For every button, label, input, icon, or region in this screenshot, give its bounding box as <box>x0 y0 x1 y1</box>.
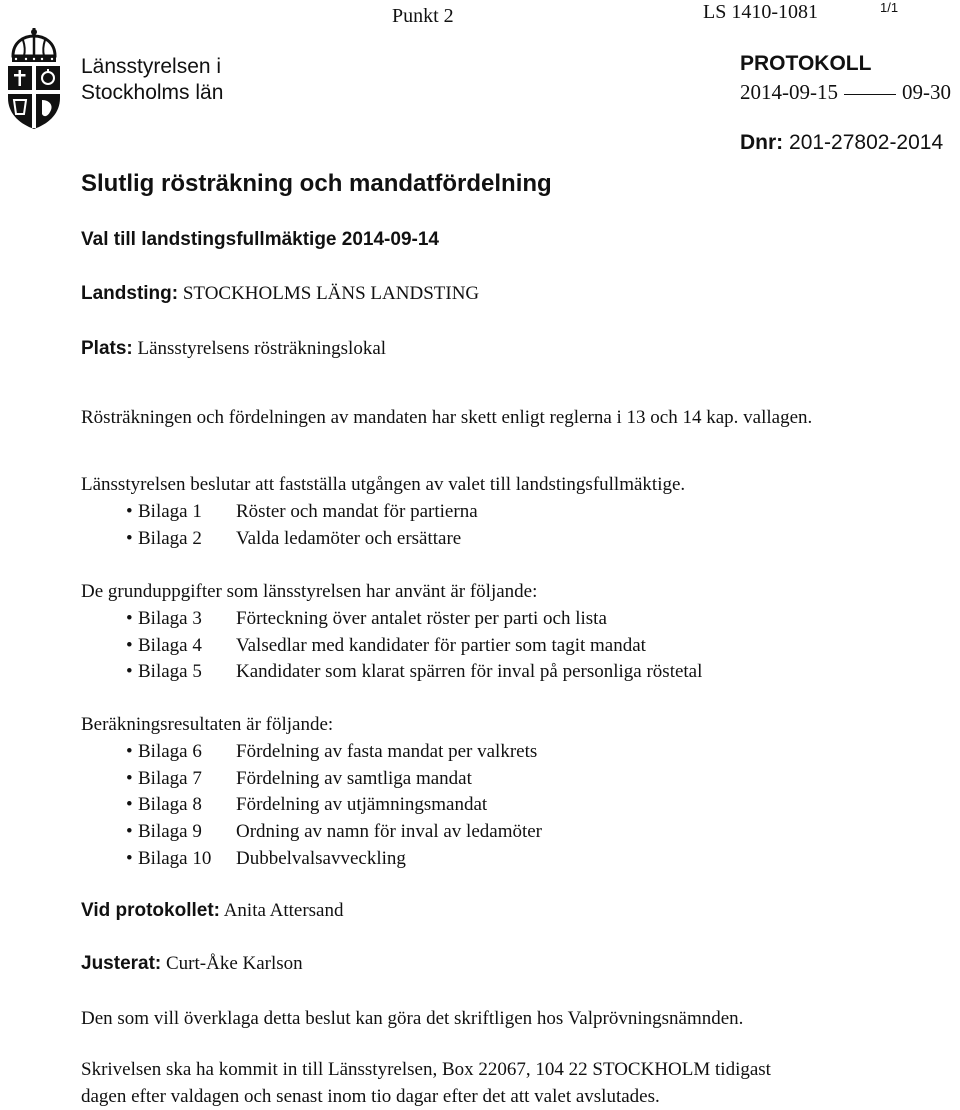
verified-by-line <box>81 953 303 975</box>
bilaga-number: Bilaga 7 <box>138 767 202 789</box>
list-item <box>126 659 702 686</box>
bilaga-number: Bilaga 3 <box>138 608 202 629</box>
recorded-by-value: Anita Attersand <box>223 900 344 921</box>
landsting-label: Landsting: <box>81 283 179 304</box>
dnr <box>740 131 943 155</box>
date-from: 2014-09-15 <box>740 80 838 104</box>
paragraph-base-data: De grunduppgifter som länsstyrelsen har använt är följande: <box>81 581 538 602</box>
bilaga-text: Fördelning av utjämningsmandat <box>236 794 488 816</box>
bilaga-number: Bilaga 8 <box>138 794 202 816</box>
paragraph-submission-line-2: dagen efter valdagen och senast inom tio dagar efter det att valet avslutades. <box>81 1086 660 1107</box>
bilaga-text: Ordning av namn för inval av ledamöter <box>236 821 543 843</box>
bilaga-number: Bilaga 4 <box>138 634 202 656</box>
paragraph-results: Beräkningsresultaten är följande: <box>81 714 334 735</box>
list-item <box>126 792 542 819</box>
reference-number: LS 1410-1081 <box>703 1 818 23</box>
list-item <box>126 766 542 793</box>
list-item <box>126 846 542 873</box>
list-item <box>126 739 542 766</box>
protocol-title: PROTOKOLL <box>740 52 872 75</box>
list-item <box>126 606 702 633</box>
verified-by-label: Justerat: <box>81 953 162 974</box>
organization-line-1: Länsstyrelsen i <box>81 55 222 78</box>
bilaga-text: Förteckning över antalet röster per parti och lista <box>236 608 607 629</box>
bilaga-number: Bilaga 5 <box>138 661 202 683</box>
page-number: 1/1 <box>880 0 899 15</box>
bilaga-text: Valda ledamöter och ersättare <box>236 527 462 549</box>
organization-line-2: Stockholms län <box>81 81 224 104</box>
bullet-icon: • <box>126 741 133 762</box>
attachment-list-results <box>126 739 542 872</box>
attachment-list-base-data <box>126 606 702 686</box>
bilaga-text: Fördelning av fasta mandat per valkrets <box>236 741 538 762</box>
dnr-label: Dnr: <box>740 131 784 154</box>
election-heading: Val till landstingsfullmäktige 2014-09-14 <box>81 229 439 250</box>
bilaga-text: Röster och mandat för partierna <box>236 501 478 522</box>
document-title: Slutlig rösträkning och mandatfördelning <box>81 170 552 197</box>
recorded-by-label: Vid protokollet: <box>81 900 220 921</box>
bullet-icon: • <box>126 794 133 816</box>
recorded-by-line <box>81 900 343 922</box>
bilaga-number: Bilaga 9 <box>138 821 202 843</box>
bullet-icon: • <box>126 608 133 629</box>
bilaga-text: Kandidater som klarat spärren för inval på personliga röstetal <box>236 661 703 683</box>
dnr-value: 201-27802-2014 <box>789 131 944 154</box>
list-item <box>126 633 702 660</box>
bullet-icon: • <box>126 661 133 683</box>
bullet-icon: • <box>126 501 133 522</box>
attachment-list-decision <box>126 499 478 552</box>
coat-of-arms-icon <box>4 28 64 130</box>
protocol-dates <box>740 80 951 105</box>
bilaga-number: Bilaga 1 <box>138 501 202 522</box>
paragraph-appeal: Den som vill överklaga detta beslut kan göra det skriftligen hos Valprövningsnämnden. <box>81 1008 744 1029</box>
plats-label: Plats: <box>81 338 133 359</box>
list-item <box>126 499 478 526</box>
landsting-value: STOCKHOLMS LÄNS LANDSTING <box>182 283 480 304</box>
bilaga-text: Dubbelvalsavveckling <box>236 847 406 869</box>
bullet-icon: • <box>126 634 133 656</box>
plats-value: Länsstyrelsens rösträkningslokal <box>137 338 387 359</box>
plats-line <box>81 338 386 360</box>
date-to: 09-30 <box>902 80 951 104</box>
landsting-line <box>81 283 479 305</box>
bilaga-text: Valsedlar med kandidater för partier som tagit mandat <box>236 634 646 656</box>
bilaga-number: Bilaga 2 <box>138 527 202 549</box>
bilaga-text: Fördelning av samtliga mandat <box>236 767 472 789</box>
bullet-icon: • <box>126 527 133 549</box>
bullet-icon: • <box>126 847 133 869</box>
list-item <box>126 526 478 553</box>
list-item <box>126 819 542 846</box>
bilaga-number: Bilaga 10 <box>138 847 212 869</box>
bullet-icon: • <box>126 821 133 843</box>
verified-by-value: Curt-Åke Karlson <box>166 953 303 974</box>
bullet-icon: • <box>126 767 133 789</box>
paragraph-submission-line-1: Skrivelsen ska ha kommit in till Länsstyrelsen, Box 22067, 104 22 STOCKHOLM tidigast <box>81 1059 771 1080</box>
bilaga-number: Bilaga 6 <box>138 741 202 762</box>
punkt-label: Punkt 2 <box>392 5 454 27</box>
date-dash <box>844 94 896 95</box>
paragraph-counting: Rösträkningen och fördelningen av mandaten har skett enligt reglerna i 13 och 14 kap. vallagen. <box>81 407 813 428</box>
paragraph-decision: Länsstyrelsen beslutar att fastställa utgången av valet till landstingsfullmäktige. <box>81 474 686 495</box>
